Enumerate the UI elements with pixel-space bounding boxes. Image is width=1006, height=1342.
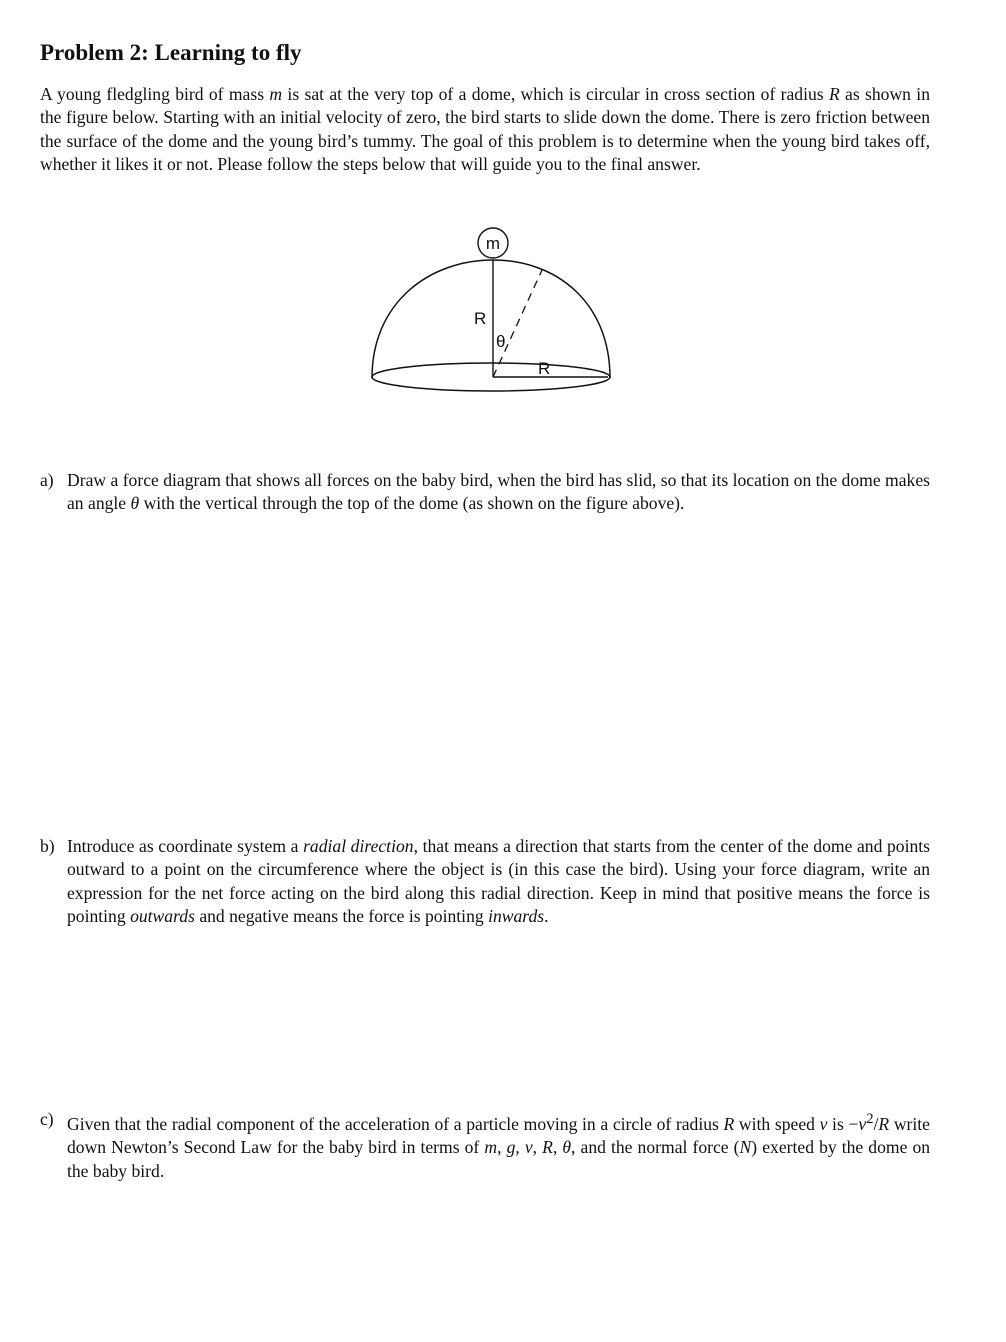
radial-direction-term: radial direction	[303, 836, 414, 856]
comma: ,	[515, 1137, 525, 1158]
radius-symbol: R	[542, 1137, 553, 1158]
part-c-text-6: ) exerted by the dome on the baby bird.	[67, 1137, 931, 1181]
part-c-text	[67, 1108, 930, 1183]
part-b-text-4: .	[544, 906, 549, 927]
radius-symbol: R	[828, 84, 840, 104]
problem-title: Problem 2: Learning to fly	[40, 40, 302, 65]
accel-speed-symbol: v	[858, 1113, 867, 1134]
part-a	[40, 469, 930, 516]
theta-symbol: θ	[562, 1137, 572, 1158]
part-c-text-2: with speed	[734, 1113, 820, 1134]
dashed-radius-line	[493, 270, 542, 377]
part-b-text-2: , that means a direction that starts from the center of the dome and points outward to a point on the circumference where the object is (in this case the bird). Using your force diagram, write an expression for the net force acting on the bird along this radial direction. Keep in mind that positive means the force is pointing	[67, 836, 931, 927]
outwards-term: outwards	[130, 906, 195, 927]
intro-text-1: A young fledgling bird of mass	[40, 84, 270, 104]
accel-exponent: 2	[866, 1111, 874, 1127]
part-c-text-5: , and the normal force (	[571, 1137, 740, 1158]
intro-text-2: is sat at the very top of a dome, which is circular in cross section of radius	[282, 84, 829, 104]
horizontal-radius-label: R	[538, 359, 551, 378]
radius-symbol: R	[723, 1113, 735, 1134]
speed-symbol: v	[524, 1137, 533, 1158]
part-a-marker: a)	[40, 470, 54, 490]
inwards-term: inwards	[488, 906, 545, 927]
mass-symbol: m	[269, 84, 283, 104]
part-b-text	[67, 835, 930, 929]
part-b-marker: b)	[40, 836, 55, 856]
part-a-text-2: with the vertical through the top of the dome (as shown on the figure above).	[139, 493, 685, 514]
part-b-text-1: Introduce as coordinate system a	[67, 836, 304, 856]
gravity-symbol: g	[506, 1137, 516, 1158]
part-c-text-4: write down Newton’s Second Law for the baby bird in terms of	[67, 1113, 930, 1158]
speed-symbol: v	[819, 1113, 828, 1134]
dome-arc	[372, 260, 610, 378]
dome-figure	[360, 222, 622, 400]
part-c-marker: c)	[40, 1109, 54, 1129]
mass-symbol: m	[484, 1137, 498, 1158]
comma: ,	[532, 1137, 543, 1158]
bird-mass-label: m	[485, 234, 501, 253]
accel-radius-symbol: R	[878, 1113, 890, 1134]
accel-slash: /	[873, 1113, 879, 1134]
comma: ,	[552, 1137, 563, 1158]
part-b-text-3: and negative means the force is pointing	[194, 906, 489, 927]
vertical-radius-label: R	[474, 309, 487, 328]
part-c	[40, 1108, 930, 1183]
normal-force-symbol: N	[739, 1137, 752, 1158]
part-c-text-3: is	[827, 1113, 849, 1134]
intro-paragraph	[40, 83, 930, 177]
accel-sign: −	[848, 1113, 859, 1134]
part-a-text-1: Draw a force diagram that shows all forces on the baby bird, when the bird has slid, so that its location on the dome makes an angle	[67, 470, 930, 514]
part-c-text-1: Given that the radial component of the acceleration of a particle moving in a circle of radius	[67, 1113, 724, 1134]
part-a-text	[67, 469, 930, 516]
comma: ,	[497, 1137, 507, 1158]
angle-label: θ	[496, 332, 506, 351]
intro-text-3: as shown in the figure below. Starting with an initial velocity of zero, the bird starts to slide down the dome. There is zero friction between the surface of the dome and the young bird’s tummy. The goal of this problem is to determine when the young bird takes off, whether it likes it or not. Please follow the steps below that will guide you to the final answer.	[40, 84, 930, 175]
part-b	[40, 835, 930, 929]
theta-symbol: θ	[130, 493, 140, 514]
